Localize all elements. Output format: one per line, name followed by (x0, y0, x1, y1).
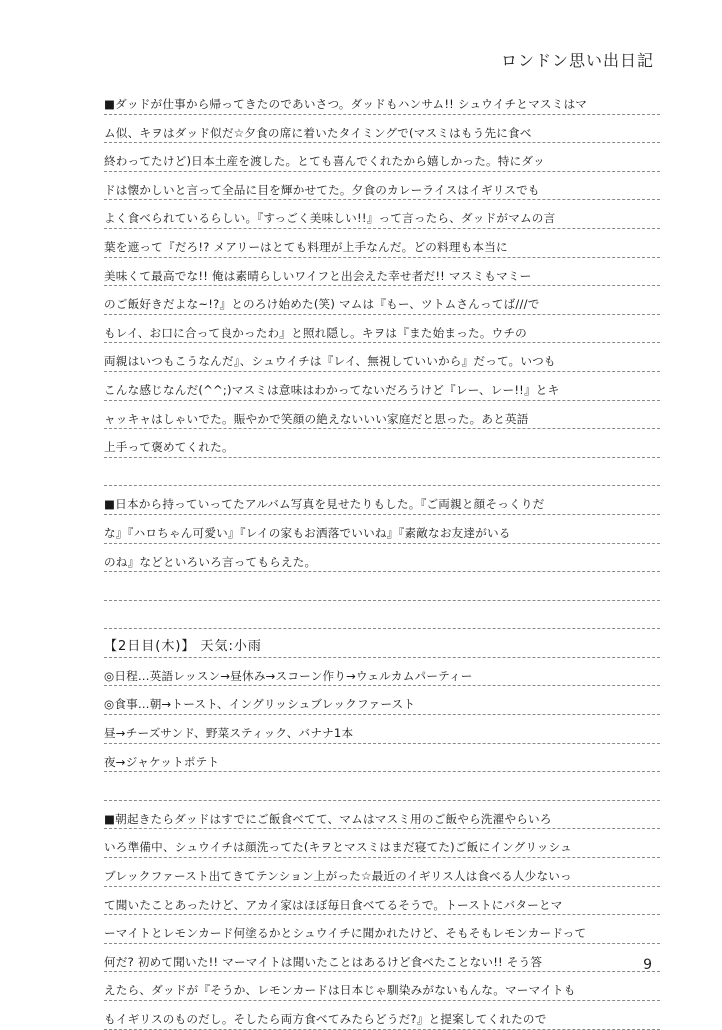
diary-line: 美味くて最高でな!! 俺は素晴らしいワイフと出会えた幸せ者だ!! マスミもマミー (104, 258, 660, 287)
day-heading: 【2日目(木)】 天気:小雨 (104, 629, 660, 658)
diary-line: ーマイトとレモンカード何塗るかとシュウイチに聞かれたけど、そもそもレモンカードって (104, 915, 660, 944)
diary-line: えたら、ダッドが『そうか、レモンカードは日本じゃ馴染みがないもんな。マーマイトも (104, 972, 660, 1001)
diary-line: ■日本から持っていってたアルバム写真を見せたりもした。『ご両親と顔そっくりだ (104, 486, 660, 515)
diary-line-blank (104, 572, 660, 601)
diary-line: ■ダッドが仕事から帰ってきたのであいさつ。ダッドもハンサム!! シュウイチとマスミはマ (104, 86, 660, 115)
diary-line: もレイ、お口に合って良かったわ』と照れ隠し。キヲは『また始まった。ウチの (104, 315, 660, 344)
page-header-title: ロンドン思い出日記 (500, 51, 654, 70)
diary-line: のね』などといろいろ言ってもらえた。 (104, 544, 660, 573)
diary-line: ドは懐かしいと言って全品に目を輝かせてた。夕食のカレーライスはイギリスでも (104, 172, 660, 201)
meal-line: 昼→チーズサンド、野菜スティック、バナナ1本 (104, 715, 660, 744)
diary-line: ■朝起きたらダッドはすでにご飯食べてて、マムはマスミ用のご飯やら洗濯やらいろ (104, 801, 660, 830)
meal-line: 夜→ジャケットポテト (104, 744, 660, 773)
diary-line: こんな感じなんだ(^^;)マスミは意味はわかってないだろうけど『レー、レー!!』とキ (104, 372, 660, 401)
diary-line: もイギリスのものだし。そしたら両方食べてみたらどうだ?』と提案してくれたので (104, 1001, 660, 1030)
diary-line: ブレックファースト出てきてテンション上がった☆最近のイギリス人は食べる人少ないっ (104, 858, 660, 887)
diary-line: ャッキャはしゃいでた。賑やかで笑顔の絶えないいい家庭だと思った。あと英語 (104, 401, 660, 430)
diary-line: いろ準備中、シュウイチは顔洗ってた(キヲとマスミはまだ寝てた)ご飯にイングリッシュ (104, 829, 660, 858)
page-number: 9 (643, 957, 652, 973)
diary-line: よく食べられているらしい。『すっごく美味しい!!』って言ったら、ダッドがマムの言 (104, 200, 660, 229)
diary-line: て聞いたことあったけど、アカイ家はほぼ毎日食べてるそうで。トーストにバターとマ (104, 887, 660, 916)
diary-line: な』『ハロちゃん可愛い』『レイの家もお洒落でいいね』『素敵なお友達がいる (104, 515, 660, 544)
diary-line: 両親はいつもこうなんだ』、シュウイチは『レイ、無視していいから』だって。いつも (104, 343, 660, 372)
diary-line-blank (104, 772, 660, 801)
diary-ruled-lines (104, 86, 660, 1030)
diary-line: 何だ? 初めて聞いた!! マーマイトは聞いたことはあるけど食べたことない!! そう答 (104, 944, 660, 973)
diary-line: 終わってたけど)日本土産を渡した。とても喜んでくれたから嬉しかった。特にダッ (104, 143, 660, 172)
diary-line: 上手って褒めてくれた。 (104, 429, 660, 458)
diary-line: 葉を遮って『だろ!? メアリーはとても料理が上手なんだ。どの料理も本当に (104, 229, 660, 258)
diary-line-blank (104, 601, 660, 630)
diary-line: のご飯好きだよな~!?』とのろけ始めた(笑) マムは『もー、ツトムさんってば///で (104, 286, 660, 315)
meal-line: ◎食事…朝→トースト、イングリッシュブレックファースト (104, 686, 660, 715)
diary-line-blank (104, 458, 660, 487)
diary-line: ム似、キヲはダッド似だ☆夕食の席に着いたタイミングで(マスミはもう先に食べ (104, 115, 660, 144)
schedule-line: ◎日程…英語レッスン→昼休み→スコーン作り→ウェルカムパーティー (104, 658, 660, 687)
